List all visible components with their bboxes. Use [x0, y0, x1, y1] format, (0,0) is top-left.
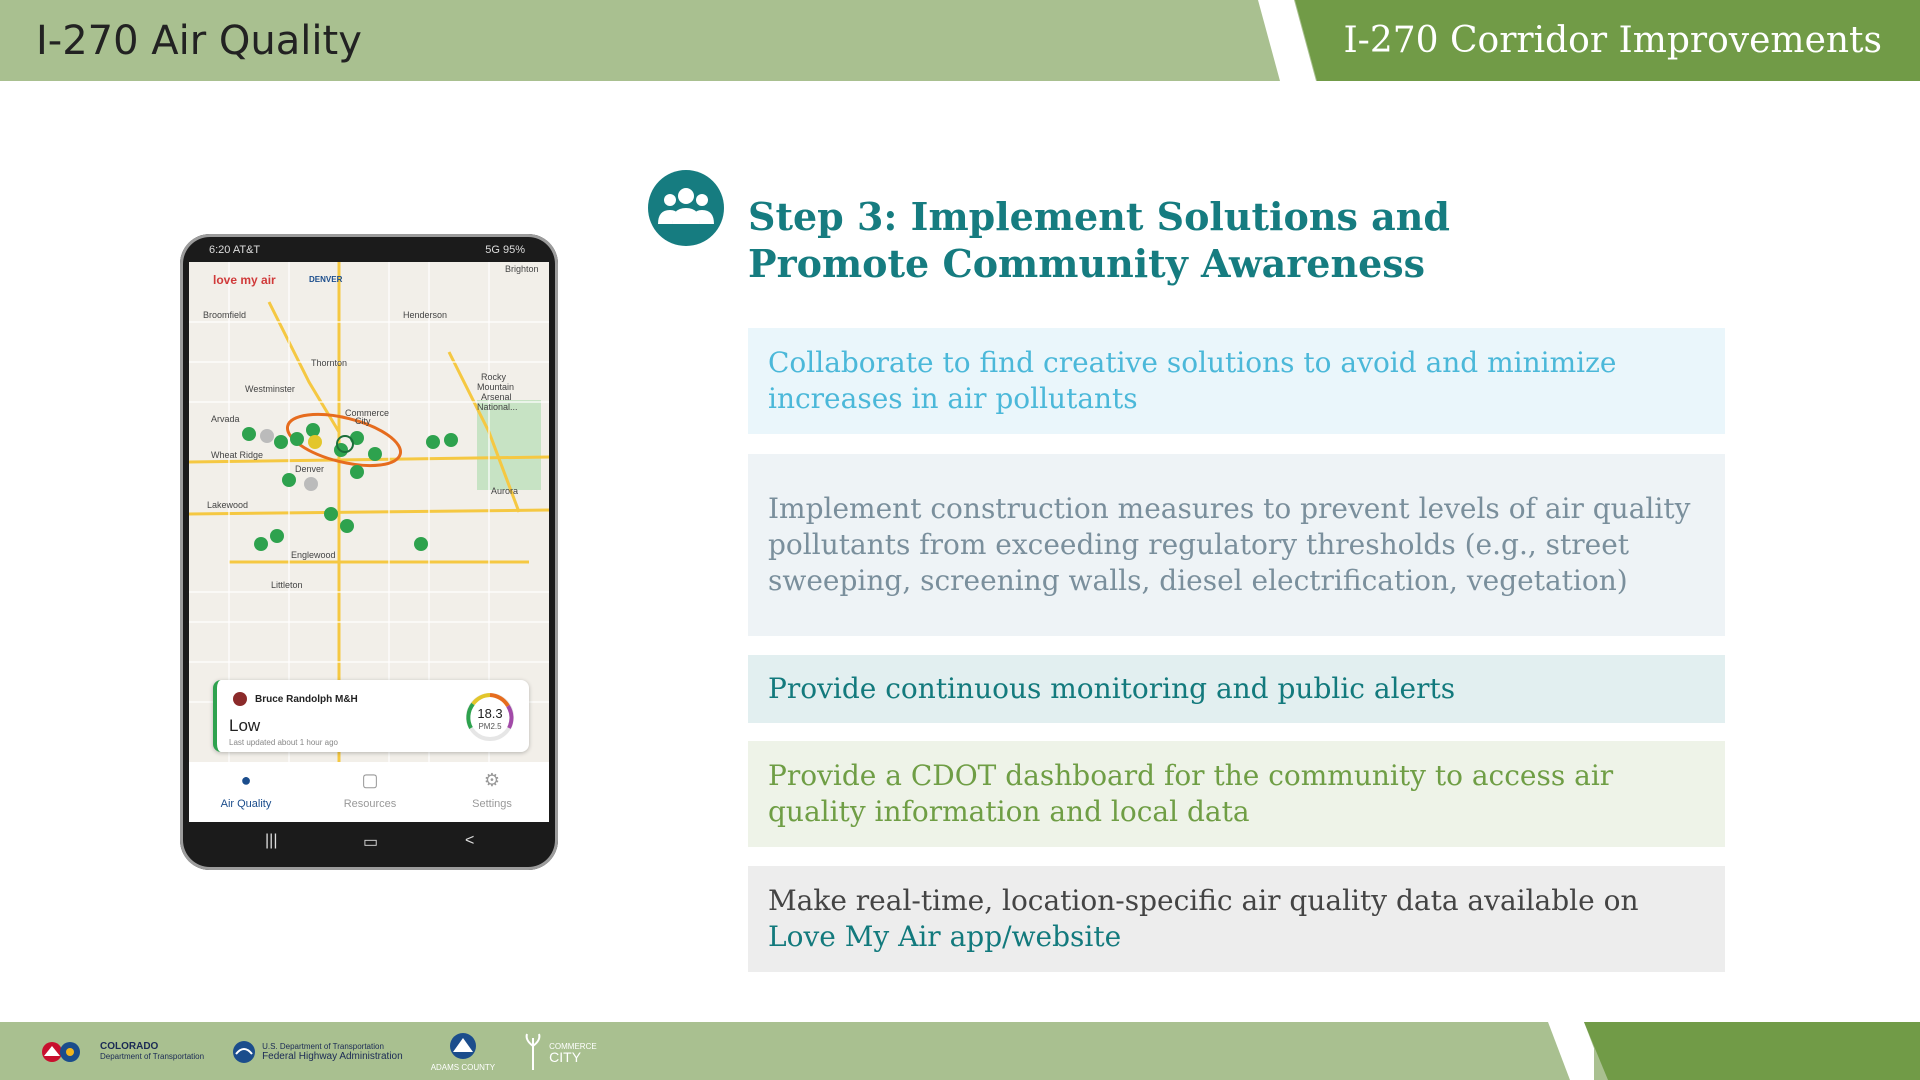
phone-screen: [189, 244, 549, 822]
svg-text:Thornton: Thornton: [311, 358, 348, 368]
back-icon[interactable]: <: [465, 832, 475, 849]
svg-text:Westminster: Westminster: [245, 384, 295, 394]
svg-text:Lakewood: Lakewood: [207, 500, 249, 510]
nav-settings[interactable]: Settings: [472, 798, 512, 810]
nav-air-quality[interactable]: Air Quality: [220, 798, 272, 810]
solution-item-5: Make real-time, location-specific air quality data available on Love My Air app/website: [748, 866, 1725, 972]
adams-county-logo: ADAMS COUNTY: [431, 1032, 495, 1073]
aqi-level: Low: [229, 716, 261, 735]
android-nav-bar: [189, 824, 549, 864]
svg-text:Broomfield: Broomfield: [203, 310, 247, 320]
svg-text:Littleton: Littleton: [271, 580, 303, 590]
app-bottom-nav: [189, 762, 549, 822]
svg-text:Wheat Ridge: Wheat Ridge: [211, 450, 264, 460]
reading-unit: PM2.5: [478, 722, 502, 731]
svg-text:Mountain: Mountain: [477, 382, 515, 392]
colorado-dot-logo: COLORADO Department of Transportation: [40, 1040, 204, 1064]
station-name: Bruce Randolph M&H: [255, 694, 358, 705]
project-title: I-270 Corridor Improvements: [1343, 20, 1882, 61]
svg-text:Henderson: Henderson: [403, 310, 448, 320]
page-title: I-270 Air Quality: [36, 18, 362, 64]
fhwa-logo: U.S. Department of Transportation Federal Highway Administration: [232, 1040, 403, 1064]
status-right: 5G 95%: [485, 244, 525, 256]
svg-text:City: City: [355, 416, 371, 426]
footer-bar-right: [1584, 1022, 1920, 1080]
community-people-icon: [648, 170, 724, 246]
reading-value: 18.3: [477, 706, 503, 721]
svg-text:Rocky: Rocky: [481, 372, 507, 382]
svg-text:National...: National...: [477, 402, 518, 412]
location-pin-icon: ●: [240, 770, 252, 790]
phone-status-bar: [189, 240, 549, 260]
svg-text:Englewood: Englewood: [291, 550, 336, 560]
svg-text:Commerce: Commerce: [345, 408, 390, 418]
last-updated: Last updated about 1 hour ago: [229, 738, 338, 747]
phone-mockup: [180, 234, 558, 870]
svg-text:DENVER: DENVER: [309, 275, 343, 284]
step-title: Step 3: Implement Solutions and Promote Community Awareness: [748, 194, 1450, 286]
svg-text:Aurora: Aurora: [491, 486, 519, 496]
solution-item-1: Collaborate to find creative solutions to avoid and minimize increases in air pollutants: [748, 328, 1725, 434]
svg-text:Arvada: Arvada: [211, 414, 240, 424]
status-time: 6:20 AT&T: [209, 244, 261, 256]
station-icon: [233, 692, 247, 706]
love-my-air-link[interactable]: Love My Air app/website: [768, 920, 1122, 953]
svg-text:Brighton: Brighton: [505, 264, 539, 274]
partner-logos: [40, 1027, 597, 1077]
solution-item-2: Implement construction measures to prevent levels of air quality pollutants from exceeding regulatory thresholds (e.g., street sweeping, screening walls, diesel electrification, vegetation): [748, 454, 1725, 636]
svg-text:Arsenal: Arsenal: [481, 392, 512, 402]
nav-resources[interactable]: Resources: [343, 798, 397, 810]
commerce-city-logo: COMMERCE CITY: [523, 1032, 597, 1072]
svg-text:love my air: love my air: [213, 273, 276, 287]
svg-text:Denver: Denver: [295, 464, 325, 474]
resources-icon: ▢: [361, 770, 379, 790]
recents-icon[interactable]: |||: [265, 832, 278, 849]
solution-item-4: Provide a CDOT dashboard for the community to access air quality information and local data: [748, 741, 1725, 847]
home-icon[interactable]: ▭: [363, 834, 379, 851]
settings-gear-icon: ⚙: [483, 770, 501, 790]
station-card[interactable]: [213, 680, 529, 752]
solution-item-3: Provide continuous monitoring and public alerts: [748, 655, 1725, 723]
